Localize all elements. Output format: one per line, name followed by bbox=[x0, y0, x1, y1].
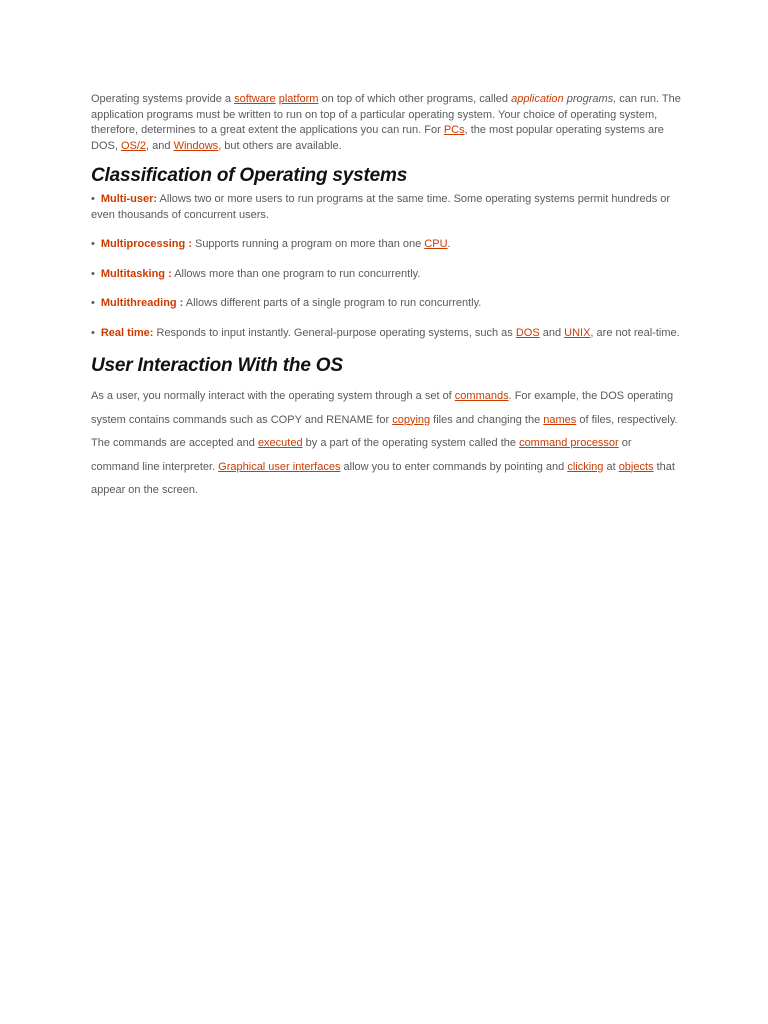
para-text: As a user, you normally interact with the operating system through a set of bbox=[91, 390, 455, 402]
link-executed[interactable]: executed bbox=[257, 437, 303, 449]
intro-text: on top of which other programs, called bbox=[318, 93, 512, 105]
link-names[interactable]: names bbox=[543, 413, 577, 426]
link-platform[interactable]: platform bbox=[278, 93, 319, 105]
link-objects[interactable]: objects bbox=[618, 460, 654, 473]
term-label: Real time: bbox=[100, 326, 154, 339]
item-text: and bbox=[539, 326, 565, 339]
link-commands[interactable]: commands bbox=[454, 390, 509, 402]
heading-user-interaction: User Interaction With the OS bbox=[91, 355, 343, 376]
intro-paragraph bbox=[91, 92, 681, 154]
bullet-icon: • bbox=[91, 297, 95, 309]
link-command-processor[interactable]: command processor bbox=[519, 437, 619, 449]
para-text: allow you to enter commands by pointing and bbox=[340, 460, 568, 473]
list-item-multi-user bbox=[91, 192, 681, 223]
item-text: Allows more than one program to run concurrently. bbox=[171, 267, 421, 280]
link-unix[interactable]: UNIX bbox=[564, 326, 591, 339]
link-os2[interactable]: OS/2 bbox=[120, 139, 147, 152]
item-text: Responds to input instantly. General-purpose operating systems, such as bbox=[153, 326, 516, 339]
bullet-icon: • bbox=[91, 267, 95, 280]
para-text: of files, respectively. The commands are accepted and bbox=[91, 413, 678, 449]
para-text: by a part of the operating system called the bbox=[302, 437, 520, 449]
link-dos[interactable]: DOS bbox=[515, 326, 540, 339]
list-item-multitasking bbox=[91, 267, 681, 283]
term-label: Multitasking : bbox=[100, 267, 172, 280]
item-text: , are not real-time. bbox=[590, 326, 680, 339]
emphasis-application: application bbox=[511, 93, 564, 105]
user-interaction-paragraph bbox=[91, 385, 681, 503]
para-text: or command line interpreter. bbox=[91, 437, 632, 473]
intro-text: , the most popular operating systems are DOS, bbox=[91, 124, 664, 152]
item-text: Supports running a program on more than one bbox=[191, 238, 425, 250]
heading-classification: Classification of Operating systems bbox=[91, 165, 408, 186]
emphasis-programs: programs, bbox=[563, 93, 617, 105]
link-clicking[interactable]: clicking bbox=[567, 460, 604, 473]
document-page bbox=[91, 92, 681, 503]
para-text: at bbox=[603, 460, 619, 473]
intro-text: can run. The application programs must be written to run on top of a particular operating system. Your choice of operating system, therefore, determines to a great extent the applications you can run. For bbox=[91, 93, 681, 136]
bullet-icon: • bbox=[91, 326, 95, 339]
item-text: Allows different parts of a single program to run concurrently. bbox=[183, 297, 482, 309]
intro-text: , and bbox=[146, 139, 174, 152]
bullet-icon: • bbox=[91, 238, 95, 250]
para-text: that appear on the screen. bbox=[91, 460, 675, 496]
feature-list bbox=[91, 192, 681, 341]
item-text: Allows two or more users to run programs at the same time. Some operating systems permit hundreds or even thousands of concurrent users. bbox=[91, 193, 671, 221]
para-text: files and changing the bbox=[430, 413, 544, 426]
term-label: Multi-user: bbox=[100, 193, 158, 205]
intro-text: , but others are available. bbox=[218, 139, 342, 152]
link-copying[interactable]: copying bbox=[392, 413, 431, 426]
link-pcs[interactable]: PCs bbox=[443, 124, 465, 136]
term-label: Multithreading : bbox=[100, 297, 184, 309]
para-text: . For example, the DOS operating system contains commands such as COPY and RENAME for bbox=[91, 390, 674, 426]
link-graphical-user-interfaces[interactable]: Graphical user interfaces bbox=[218, 460, 341, 473]
bullet-icon: • bbox=[91, 193, 95, 205]
link-cpu[interactable]: CPU bbox=[424, 238, 448, 250]
link-windows[interactable]: Windows bbox=[173, 139, 219, 152]
list-item-real-time bbox=[91, 326, 681, 342]
list-item-multithreading bbox=[91, 296, 681, 312]
item-text: . bbox=[447, 238, 451, 250]
list-item-multiprocessing bbox=[91, 237, 681, 253]
link-software[interactable]: software bbox=[234, 93, 276, 105]
intro-text: Operating systems provide a bbox=[91, 93, 235, 105]
term-label: Multiprocessing : bbox=[100, 238, 192, 250]
